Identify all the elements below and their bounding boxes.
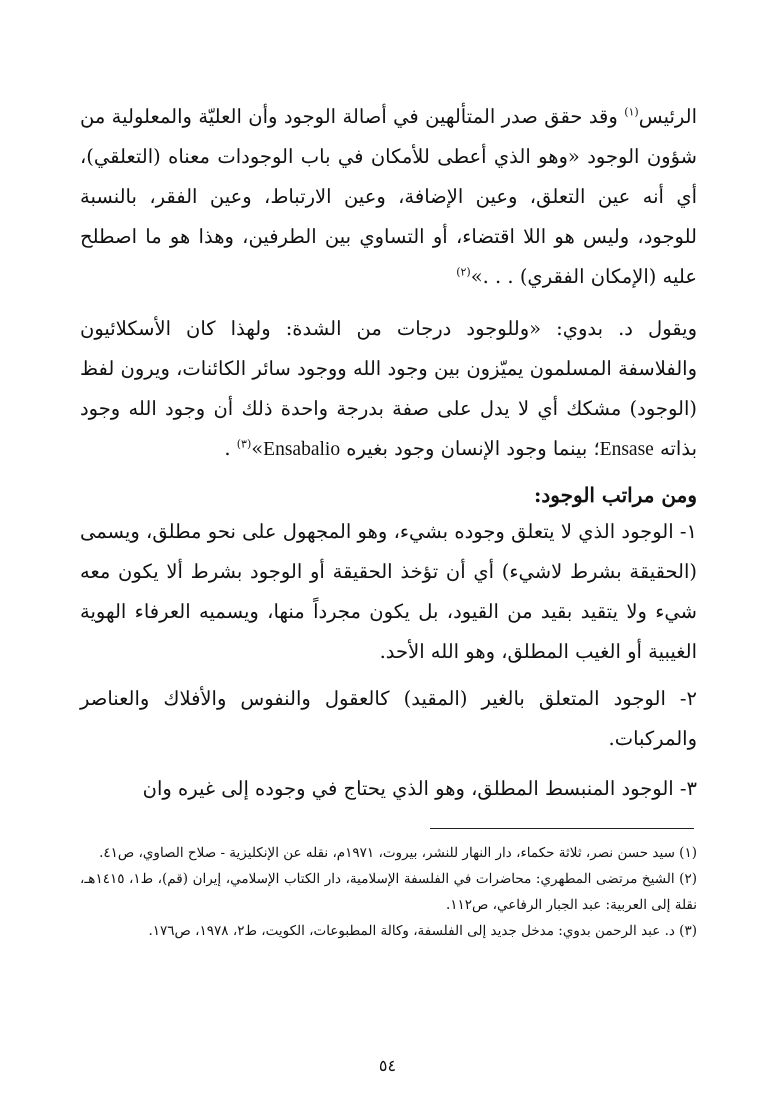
paragraph-2-part-a: ويقول د. بدوي: «وللوجود درجات من الشدة: ولهذا كان الأسكلائيون والفلاسفة المسلمون يميّزون بين وجود الله ووجود سائر الكائنات، ويرون لفظ (الوجود) مشكك أي لا يدل على صفة بدرجة واحدة ذلك أن وجود الله وجود بذاته (80, 317, 697, 460)
paragraph-5: ٣- الوجود المنبسط المطلق، وهو الذي يحتاج في وجوده إلى غيره وان (142, 777, 697, 800)
paragraph-3: ١- الوجود الذي لا يتعلق وجوده بشيء، وهو المجهول على نحو مطلق، ويسمى (الحقيقة بشرط لاشيء) أي أن تؤخذ الحقيقة أو الوجود بشرط ألا يكون معه شيء ولا يتقيد بقيد من القيود، بل يكون مجرداً منها، ويسميه العرفاء الهوية الغيبية أو الغيب المطلق، وهو الله الأحد. (80, 520, 697, 663)
paragraph-2-part-c: » (251, 437, 264, 460)
footnote-ref-3: (٣) (236, 437, 252, 451)
footnote-ref-1: (١) (624, 105, 639, 119)
footnote-ref-2: (٢) (456, 265, 471, 279)
footnote-3: (٣) د. عبد الرحمن بدوي: مدخل جديد إلى الفلسفة، وكالة المطبوعات، الكويت، ط٢، ١٩٧٨، ص١٧٦. (148, 923, 697, 939)
footnote-1: (١) سيد حسن نصر، ثلاثة حكماء، دار النهار للنشر، بيروت، ١٩٧١م، نقله عن الإنكليزية - صلاح الصاوي، ص٤١. (99, 845, 697, 861)
paragraph-2-part-d: . (224, 437, 237, 460)
section-heading: ومن مراتب الوجود: (534, 483, 697, 507)
paragraph-1-start: الرئيس (638, 105, 697, 128)
latin-term-ensase: Ensase (599, 439, 654, 460)
paragraph-2 (80, 309, 697, 470)
footnotes (80, 840, 697, 944)
footnote-separator (430, 828, 694, 829)
paragraph-1-body: وقد حقق صدر المتألهين في أصالة الوجود وأن العليّة والمعلولية من شؤون الوجود «وهو الذي أعطى للأمكان في باب الوجودات معناه (التعلقي)، أي أنه عين التعلق، وعين الإضافة، وعين الارتباط، وعين الفقر، بالنسبة للوجود، وليس هو اللا اقتضاء، أو التساوي بين الطرفين، وهذا هو ما اصطلح عليه (الإمكان الفقري) . . .» (80, 105, 697, 288)
page-number: ٥٤ (378, 1056, 397, 1075)
footnote-2: (٢) الشيخ مرتضى المطهري: محاضرات في الفلسفة الإسلامية، دار الكتاب الإسلامي، إيران (قم)، ط١، ١٤١٥هـ، نقلة إلى العربية: عبد الجبار الرفاعي، ص١١٢. (80, 871, 698, 913)
latin-term-ensabalio: Ensabalio (263, 439, 341, 460)
paragraph-1 (80, 97, 697, 297)
paragraph-2-part-b: ؛ بينما وجود الإنسان وجود بغيره (346, 437, 600, 460)
paragraph-4: ٢- الوجود المتعلق بالغير (المقيد) كالعقول والنفوس والأفلاك والعناصر والمركبات. (80, 687, 697, 750)
